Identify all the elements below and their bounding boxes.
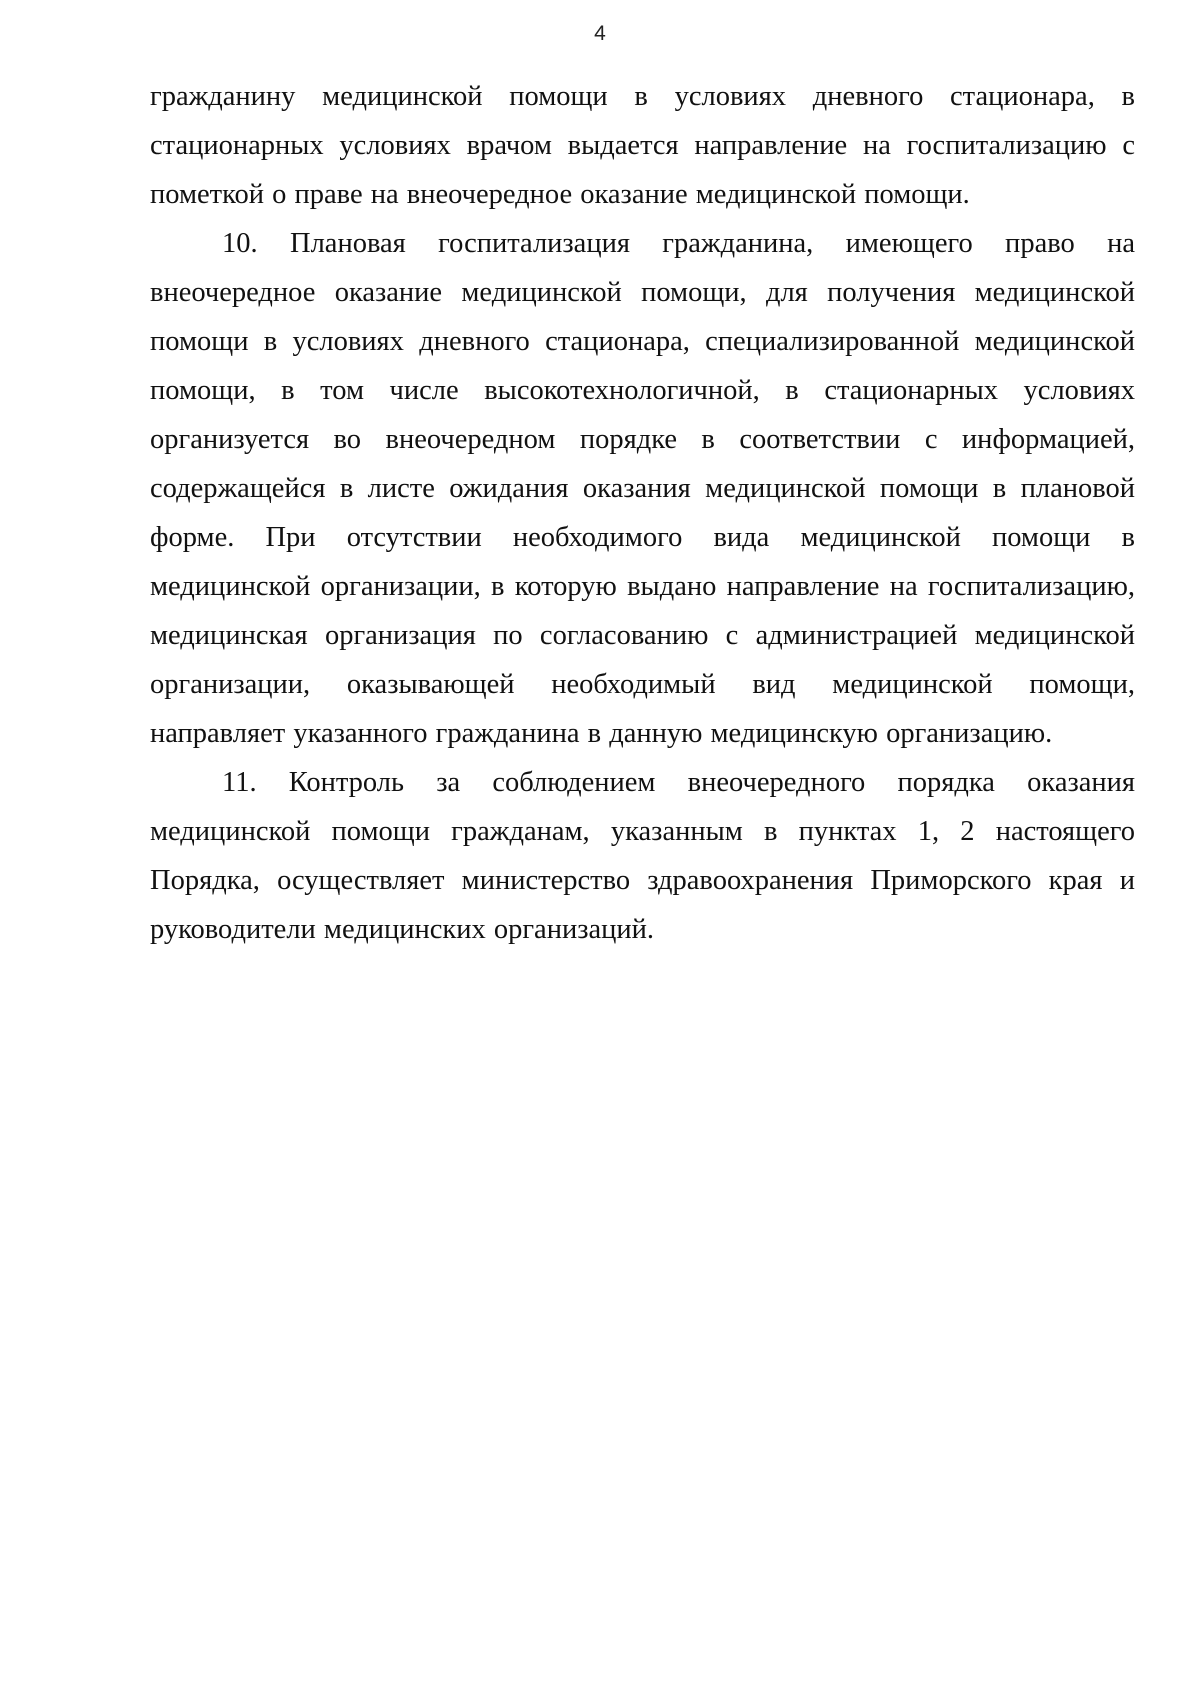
paragraph-continuation: гражданину медицинской помощи в условиях дневного стационара, в стационарных условиях врачом выдается направление на госпитализацию с пометкой о праве на внеочередное оказание медицинской помощи. xyxy=(150,81,1135,210)
page-number: 4 xyxy=(594,22,606,45)
paragraph-item-10: 10. Плановая госпитализация гражданина, имеющего право на внеочередное оказание медицинской помощи, для получения медицинской помощи в условиях дневного стационара, специализированной медицинской помощи, в том числе высокотехнологичной, в стационарных условиях организуется во внеочередном порядке в соответствии с информацией, содержащейся в листе ожидания оказания медицинской помощи в плановой форме. При отсутствии необходимого вида медицинской помощи в медицинской организации, в которую выдано направление на госпитализацию, медицинская организация по согласованию с администрацией медицинской организации, оказывающей необходимый вид медицинской помощи, направляет указанного гражданина в данную медицинскую организацию. xyxy=(150,228,1135,749)
paragraph-item-11: 11. Контроль за соблюдением внеочередного порядка оказания медицинской помощи гражданам, указанным в пунктах 1, 2 настоящего Порядка, осуществляет министерство здравоохранения Приморского края и руководители медицинских организаций. xyxy=(150,767,1135,945)
document-body xyxy=(150,72,1135,954)
